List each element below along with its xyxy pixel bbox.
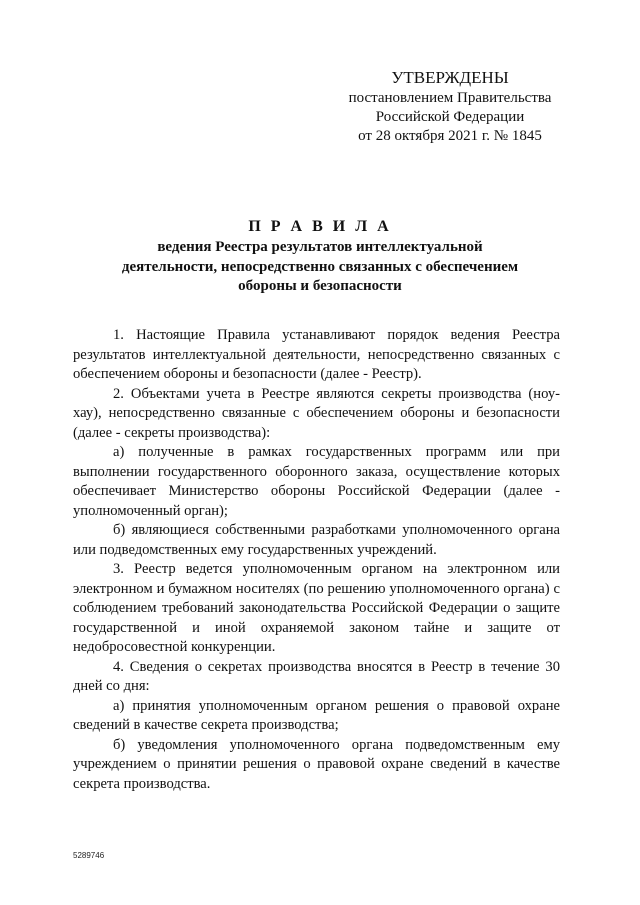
paragraph-1: 1. Настоящие Правила устанавливают порядок ведения Реестра результатов интеллектуальной деятельности, непосредственно связанных с обеспечением обороны и безопасности (далее - Реестр).: [73, 327, 560, 382]
approval-heading: УТВЕРЖДЕНЫ: [391, 68, 509, 87]
approval-country: Российской Федерации: [375, 109, 525, 125]
approval-date-number: от 28 октября 2021 г. № 1845: [358, 128, 542, 144]
approval-stamp: [330, 68, 570, 146]
paragraph-4: 4. Сведения о секретах производства вносятся в Реестр в течение 30 дней со дня:: [73, 658, 560, 694]
document-subtitle: [100, 238, 540, 297]
paragraph-4b: б) уведомления уполномоченного органа подведомственным ему учреждением о принятии решения о правовой охране сведений в качестве секрета производства.: [73, 736, 560, 792]
document-code: 5289746: [73, 851, 105, 860]
document-body: [73, 326, 560, 794]
paragraph-2a: а) полученные в рамках государственных программ или при выполнении государственного оборонного заказа, осуществление которых обеспечивает Министерство обороны Российской Федерации (далее - уполномоченный орган);: [73, 444, 560, 519]
subtitle-line: ведения Реестра результатов интеллектуальной: [157, 239, 483, 255]
approval-authority: постановлением Правительства: [348, 90, 552, 106]
document-title: П Р А В И Л А: [248, 218, 392, 235]
subtitle-line: деятельности, непосредственно связанных с обеспечением: [121, 258, 519, 275]
subtitle-line: обороны и безопасности: [238, 278, 402, 294]
paragraph-2b: б) являющиеся собственными разработками уполномоченного органа или подведомственных ему государственных учреждений.: [73, 522, 560, 558]
paragraph-3: 3. Реестр ведется уполномоченным органом на электронном или электронном и бумажном носителях (по решению уполномоченного органа) с соблюдением требований законодательства Российской Федерации о защите государственной и иной охраняемой законом тайне и защите от недобросовестной конкуренции.: [73, 561, 560, 655]
paragraph-2: 2. Объектами учета в Реестре являются секреты производства (ноу-хау), непосредственно связанные с обеспечением обороны и безопасности (далее - секреты производства):: [73, 385, 560, 441]
paragraph-4a: а) принятия уполномоченным органом решения о правовой охране сведений в качестве секрета производства;: [73, 697, 560, 733]
